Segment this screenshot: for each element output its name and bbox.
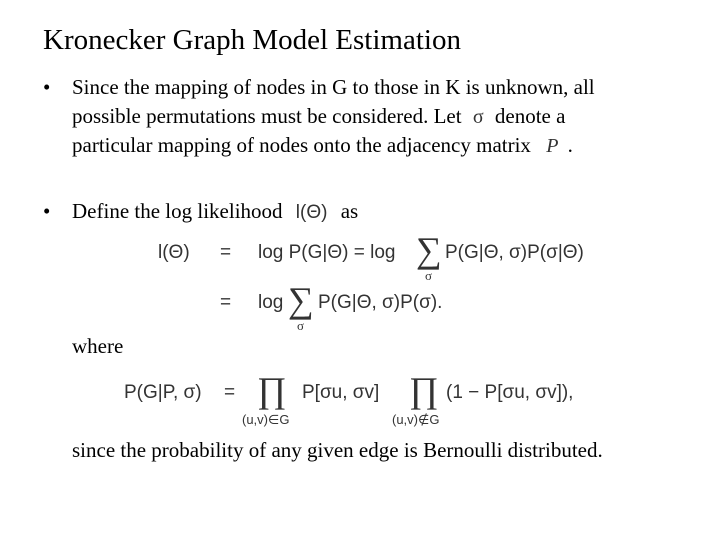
bullet-line-1: Since the mapping of nodes in G to those in K is unknown, all (72, 75, 595, 99)
eq1-equals: = (220, 242, 232, 263)
bullet2-post: as (340, 199, 359, 223)
product-symbol: ∏ (409, 370, 439, 410)
eq2-lhs: P(G|P, σ) (124, 382, 202, 403)
bullet-dot: • (43, 199, 51, 223)
matrix-p-symbol: P (546, 135, 559, 157)
eq2-term1: P[σu, σv] (302, 382, 380, 403)
sum-subscript: σ (425, 268, 433, 283)
sum-subscript: σ (297, 318, 305, 333)
sum-symbol: ∑ (416, 230, 442, 270)
sigma-symbol: σ (472, 106, 484, 128)
eq1-row1-b: P(G|Θ, σ)P(σ|Θ) (445, 242, 584, 263)
line2-pre: possible permutations must be considered. Let (72, 104, 462, 128)
line3-post: . (567, 133, 573, 157)
eq1-equals-2: = (220, 292, 232, 313)
product-subscript: (u,v)∉G (392, 412, 440, 427)
bullet-line-3 (72, 130, 573, 162)
bullet-log-likelihood (43, 196, 443, 228)
bullet2-pre: Define the log likelihood (72, 199, 283, 223)
eq1-row2-b: P(G|Θ, σ)P(σ). (318, 292, 443, 313)
eq2-term2: (1 − P[σu, σv]), (446, 382, 574, 403)
slide-title: Kronecker Graph Model Estimation (43, 24, 461, 56)
bullet-mapping (43, 72, 703, 167)
line2-post: denote a (494, 104, 566, 128)
eq1-row2-a: log (258, 292, 284, 313)
bullet-dot: • (43, 75, 51, 99)
bullet-text (72, 196, 358, 228)
closing-text: since the probability of any given edge is Bernoulli distributed. (72, 438, 603, 462)
sum-symbol: ∑ (288, 280, 314, 320)
likelihood-symbol: l(Θ) (295, 202, 328, 223)
product-subscript: (u,v)∈G (242, 412, 290, 427)
permutation-likelihood-equation (124, 372, 604, 432)
eq1-row1-a: log P(G|Θ) = log (258, 242, 396, 263)
eq1-lhs: l(Θ) (158, 242, 190, 263)
bullet-line-2 (72, 101, 565, 133)
product-symbol: ∏ (257, 370, 287, 410)
where-label: where (72, 334, 124, 358)
eq2-equals: = (224, 382, 236, 403)
line3-pre: particular mapping of nodes onto the adjacency matrix (72, 133, 531, 157)
log-likelihood-equation (158, 230, 618, 333)
